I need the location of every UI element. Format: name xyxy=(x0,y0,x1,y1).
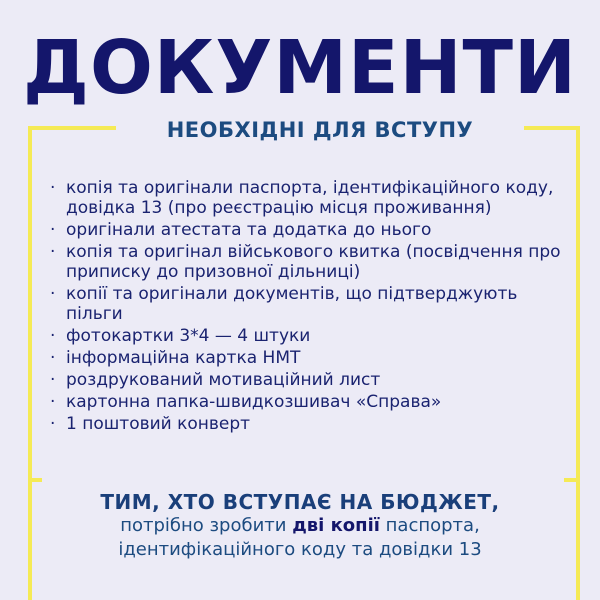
list-item xyxy=(48,392,568,412)
list-item xyxy=(48,326,568,346)
frame-line xyxy=(524,126,580,130)
bullet-icon: · xyxy=(50,178,56,198)
frame-line xyxy=(576,478,580,600)
list-item-text: роздрукований мотиваційний лист xyxy=(66,370,381,390)
list-item xyxy=(48,284,568,324)
budget-lead: ТИМ, ХТО ВСТУПАЄ НА БЮДЖЕТ, xyxy=(100,490,500,514)
budget-text-after: паспорта, xyxy=(379,515,480,536)
budget-line xyxy=(50,514,550,538)
list-item-text: оригінали атестата та додатка до нього xyxy=(66,220,432,240)
page-title: ДОКУМЕНТИ xyxy=(23,25,577,111)
list-item-text: 1 поштовий конверт xyxy=(66,414,251,434)
budget-text-before: потрібно зробити xyxy=(120,515,293,536)
frame-line xyxy=(28,478,42,482)
bullet-icon: · xyxy=(50,284,56,304)
bullet-icon: · xyxy=(50,370,56,390)
documents-list xyxy=(48,178,568,436)
list-item-text: фотокартки 3*4 — 4 штуки xyxy=(66,326,311,346)
list-item-text: копія та оригінали паспорта, ідентифікаційного коду, довідка 13 (про реєстрацію місця проживання) xyxy=(66,178,554,218)
list-item xyxy=(48,178,568,218)
frame-line xyxy=(576,126,580,486)
frame-line xyxy=(28,126,32,486)
bullet-icon: · xyxy=(50,242,56,262)
bullet-icon: · xyxy=(50,326,56,346)
bullet-icon: · xyxy=(50,220,56,240)
budget-note xyxy=(50,490,550,562)
budget-highlight: дві копії xyxy=(292,515,380,536)
bullet-icon: · xyxy=(50,392,56,412)
list-item xyxy=(48,242,568,282)
list-item xyxy=(48,220,568,240)
list-item xyxy=(48,414,568,434)
list-item-text: інформаційна картка НМТ xyxy=(66,348,301,368)
list-item xyxy=(48,348,568,368)
bullet-icon: · xyxy=(50,348,56,368)
budget-line-3: ідентифікаційного коду та довідки 13 xyxy=(118,539,482,560)
list-item xyxy=(48,370,568,390)
section-subtitle: НЕОБХІДНІ ДЛЯ ВСТУПУ xyxy=(166,118,474,142)
frame-line xyxy=(28,126,116,130)
list-item-text: копія та оригінал військового квитка (посвідчення про приписку до призовної дільниці) xyxy=(66,242,561,282)
bullet-icon: · xyxy=(50,414,56,434)
list-item-text: картонна папка-швидкозшивач «Справа» xyxy=(66,392,442,412)
list-item-text: копії та оригінали документів, що підтверджують пільги xyxy=(66,284,518,324)
frame-line xyxy=(28,478,32,600)
